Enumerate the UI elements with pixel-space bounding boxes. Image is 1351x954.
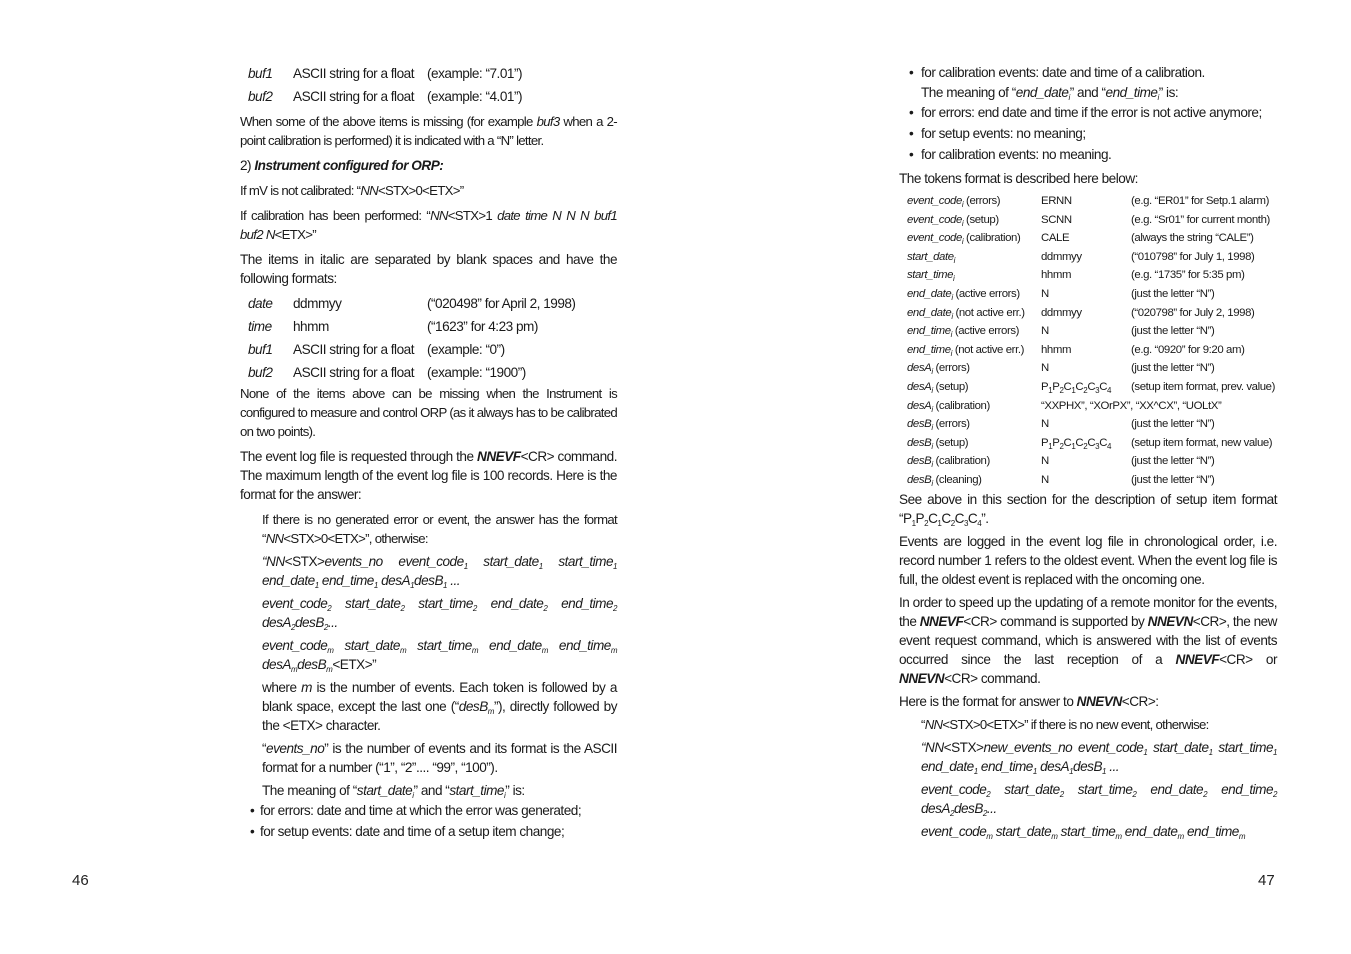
token-format: ddmmyy bbox=[1041, 306, 1082, 319]
token-row bbox=[899, 248, 1277, 267]
where-m-note: where m is the number of events. Each token is followed by a blank space, except the last one (“desB$_m$”), directly followed by the <ETX> character. bbox=[262, 680, 618, 733]
calibration-performed: If calibration has been performed: “NN<STX>1 date time N N N buf1 buf2 N<ETX>” bbox=[240, 208, 617, 242]
token-description: (always the string “CALE”) bbox=[1131, 232, 1254, 245]
format-name: buf2 bbox=[248, 365, 273, 380]
format-type: ASCII string for a float bbox=[293, 342, 414, 357]
format-row bbox=[240, 85, 617, 108]
tokens-intro: The tokens format is described here below: bbox=[899, 171, 1138, 186]
token-name: event_code$_i$ (calibration) bbox=[907, 232, 1021, 247]
end-meaning-heading: The meaning of “end_date$_i$” and “end_time$_i$” is: bbox=[921, 85, 1179, 102]
token-name: desA$_i$ (setup) bbox=[907, 380, 969, 395]
token-name: desB$_i$ (setup) bbox=[907, 436, 969, 451]
bullet-calibration-none: • for calibration events: no meaning. bbox=[899, 144, 1277, 165]
mv-not-calibrated: If mV is not calibrated: “NN<STX>0<ETX>” bbox=[240, 183, 464, 198]
bullet-setup: • for setup events: date and time of a setup item change; bbox=[240, 821, 617, 842]
bullet-setup-none: • for setup events: no meaning; bbox=[899, 123, 1277, 144]
token-format: N bbox=[1041, 325, 1049, 338]
format-name: date bbox=[248, 296, 273, 311]
token-description: (“020798” for July 2, 1998) bbox=[1131, 306, 1255, 319]
format-row bbox=[240, 62, 617, 85]
token-format: ERNN bbox=[1041, 195, 1072, 207]
token-description: (just the letter “N”) bbox=[1131, 362, 1215, 375]
event-log-request: The event log file is requested through the NNEVF<CR> command. The maximum length of the event log file is 100 records. Here is the format for the answer: bbox=[240, 449, 617, 502]
format-name: buf2 bbox=[248, 89, 273, 104]
setup-item-format-note: See above in this section for the description of setup item format “$P_1P_2C_1C_2C_3C_4$”. bbox=[899, 491, 1277, 528]
format-type: ddmmyy bbox=[293, 296, 342, 311]
token-name: desB$_i$ (cleaning) bbox=[907, 473, 982, 488]
token-row bbox=[899, 322, 1277, 341]
token-row bbox=[899, 229, 1277, 248]
token-row bbox=[899, 397, 1277, 416]
format-row bbox=[240, 338, 617, 361]
token-description: (e.g. “0920” for 9:20 am) bbox=[1131, 343, 1245, 356]
bullet-errors-end: • for errors: end date and time if the error is not active anymore; bbox=[899, 102, 1277, 123]
token-row bbox=[899, 192, 1277, 211]
token-name: end_date$_i$ (not active err.) bbox=[907, 306, 1025, 321]
token-row bbox=[899, 415, 1277, 434]
token-row bbox=[899, 285, 1277, 304]
speed-up-note: In order to speed up the updating of a remote monitor for the events, the NNEVF<CR> command is supported by NNEVN<CR>, the new event request command, which is answered with the list of events occurred since the last reception of a NNEVF<CR> or NNEVN<CR> command. bbox=[899, 594, 1278, 686]
start-meaning-heading: The meaning of “start_date$_i$” and “start_time$_i$” is: bbox=[262, 783, 525, 800]
page-number-left: 46 bbox=[72, 872, 89, 889]
no-new-event-format: “NN<STX>0<ETX>” if there is no new event, otherwise: bbox=[921, 716, 1209, 732]
token-name: desB$_i$ (errors) bbox=[907, 418, 970, 433]
orp-format-table bbox=[240, 292, 617, 384]
nnevn-format-block bbox=[899, 715, 1277, 841]
token-format: N bbox=[1041, 362, 1049, 375]
tokens-table bbox=[899, 192, 1277, 490]
left-page bbox=[240, 62, 617, 842]
format-type: hhmm bbox=[293, 319, 329, 334]
token-row bbox=[899, 266, 1277, 285]
format-name: buf1 bbox=[248, 342, 273, 357]
token-format: hhmm bbox=[1041, 269, 1072, 282]
token-row bbox=[899, 211, 1277, 230]
token-name: desA$_i$ (calibration) bbox=[907, 399, 990, 414]
token-name: event_code$_i$ (errors) bbox=[907, 195, 1001, 209]
token-row bbox=[899, 341, 1277, 360]
format-name: buf1 bbox=[248, 66, 273, 81]
format-example: (“020498” for April 2, 1998) bbox=[427, 296, 576, 311]
token-row bbox=[899, 304, 1277, 323]
format-type: ASCII string for a float bbox=[293, 89, 414, 104]
buf-format-table-1 bbox=[240, 62, 617, 108]
nnevn-format-line-2: event_code$_2$ start_date$_2$ start_time$_2$ end_date$_2$ end_time$_2$ desA$_2$desB$_2$... bbox=[921, 781, 1277, 818]
bullet-errors: • for errors: date and time at which the error was generated; bbox=[240, 800, 617, 821]
format-row bbox=[240, 361, 617, 384]
token-format: SCNN bbox=[1041, 213, 1072, 226]
token-format: CALE bbox=[1041, 232, 1070, 245]
format-example: (example: “0”) bbox=[427, 342, 505, 357]
format-line-2: event_code$_2$ start_date$_2$ start_time$_2$ end_date$_2$ end_time$_2$ desA$_2$desB$_2$... bbox=[262, 596, 617, 632]
format-row bbox=[240, 292, 617, 315]
token-description: (just the letter “N”) bbox=[1131, 287, 1215, 300]
token-row bbox=[899, 434, 1277, 453]
token-row bbox=[899, 452, 1277, 471]
format-name: time bbox=[248, 319, 272, 334]
token-format: ddmmyy bbox=[1041, 250, 1082, 263]
token-description: (e.g. “Sr01” for current month) bbox=[1131, 213, 1270, 226]
token-row bbox=[899, 359, 1277, 378]
token-format: N bbox=[1041, 473, 1049, 486]
format-line-m: event_code$_m$ start_date$_m$ start_time$_m$ end_date$_m$ end_time$_m$ desA$_m$desB$_m$<ETX>” bbox=[262, 638, 617, 674]
token-format: N bbox=[1041, 287, 1049, 300]
format-type: ASCII string for a float bbox=[293, 365, 414, 380]
token-format: $P_1P_2C_1C_2C_3C_4$ bbox=[1041, 436, 1112, 451]
nnevn-answer-heading: Here is the format for answer to NNEVN<CR>: bbox=[899, 693, 1159, 709]
orp-heading: 2) Instrument configured for ORP: bbox=[240, 158, 444, 173]
token-name: start_date$_i$ bbox=[907, 250, 956, 265]
right-page bbox=[899, 62, 1277, 841]
nnevn-format-line-1: “NN<STX>new_events_no event_code$_1$ start_date$_1$ start_time$_1$ end_date$_1$ end_time$_1$ desA$_1$desB$_1$ ... bbox=[921, 739, 1277, 776]
token-format: $P_1P_2C_1C_2C_3C_4$ bbox=[1041, 380, 1112, 395]
nnevn-format-line-m: event_code$_m$ start_date$_m$ start_time$_m$ end_date$_m$ end_time$_m$ bbox=[921, 823, 1246, 841]
token-description: (just the letter “N”) bbox=[1131, 325, 1215, 338]
token-format: “XXPHX”, “XOrPX”, “XX^CX”, “UOLtX” bbox=[1041, 399, 1222, 412]
token-name: end_date$_i$ (active errors) bbox=[907, 287, 1020, 302]
token-description: (setup item format, prev. value) bbox=[1131, 380, 1275, 393]
token-name: event_code$_i$ (setup) bbox=[907, 213, 999, 228]
token-description: (setup item format, new value) bbox=[1131, 436, 1273, 449]
token-row bbox=[899, 471, 1277, 490]
token-name: start_time$_i$ bbox=[907, 269, 955, 284]
no-error-format: If there is no generated error or event, the answer has the format “NN<STX>0<ETX>”, otherwise: bbox=[262, 512, 617, 546]
format-example: (“1623” for 4:23 pm) bbox=[427, 319, 538, 334]
format-example: (example: “7.01”) bbox=[427, 66, 522, 81]
token-format: N bbox=[1041, 418, 1049, 431]
missing-items-note: When some of the above items is missing (for example buf3 when a 2-point calibration is performed) it is indicated with a “N” letter. bbox=[240, 114, 617, 148]
italic-items-note: The items in italic are separated by blank spaces and have the following formats: bbox=[240, 252, 617, 286]
token-name: desA$_i$ (errors) bbox=[907, 362, 970, 377]
chronological-note: Events are logged in the event log file in chronological order, i.e. record number 1 refers to the oldest event. When the event log file is full, the oldest event is replaced with the oncoming one. bbox=[899, 533, 1277, 587]
token-description: (just the letter “N”) bbox=[1131, 473, 1215, 486]
answer-format-block bbox=[240, 510, 617, 800]
token-description: (just the letter “N”) bbox=[1131, 455, 1215, 468]
format-row bbox=[240, 315, 617, 338]
token-description: (e.g. “1735” for 5:35 pm) bbox=[1131, 269, 1245, 282]
format-example: (example: “4.01”) bbox=[427, 89, 522, 104]
token-description: (e.g. “ER01” for Setp.1 alarm) bbox=[1131, 195, 1270, 207]
format-example: (example: “1900”) bbox=[427, 365, 526, 380]
bullet-calibration: • for calibration events: date and time of a calibration. bbox=[899, 62, 1277, 83]
events-no-note: “events_no” is the number of events and its format is the ASCII format for a number (“1”, “2”.... “99”, “100”). bbox=[262, 741, 617, 775]
token-format: N bbox=[1041, 455, 1049, 468]
token-row bbox=[899, 378, 1277, 397]
page-number-right: 47 bbox=[1258, 872, 1275, 889]
token-name: end_time$_i$ (active errors) bbox=[907, 325, 1020, 340]
token-name: end_time$_i$ (not active err.) bbox=[907, 343, 1024, 358]
format-type: ASCII string for a float bbox=[293, 66, 414, 81]
token-name: desB$_i$ (calibration) bbox=[907, 455, 990, 470]
format-line-1: “NN<STX>events_no event_code$_1$ start_date$_1$ start_time$_1$ end_date$_1$ end_time$_1$ desA$_1$desB$_1$ ... bbox=[262, 554, 617, 590]
token-format: hhmm bbox=[1041, 343, 1072, 356]
token-description: (“010798” for July 1, 1998) bbox=[1131, 250, 1255, 263]
token-description: (just the letter “N”) bbox=[1131, 418, 1215, 431]
none-missing-note: None of the items above can be missing when the Instrument is configured to measure and control ORP (as it always has to be calibrated on two points). bbox=[240, 386, 617, 439]
